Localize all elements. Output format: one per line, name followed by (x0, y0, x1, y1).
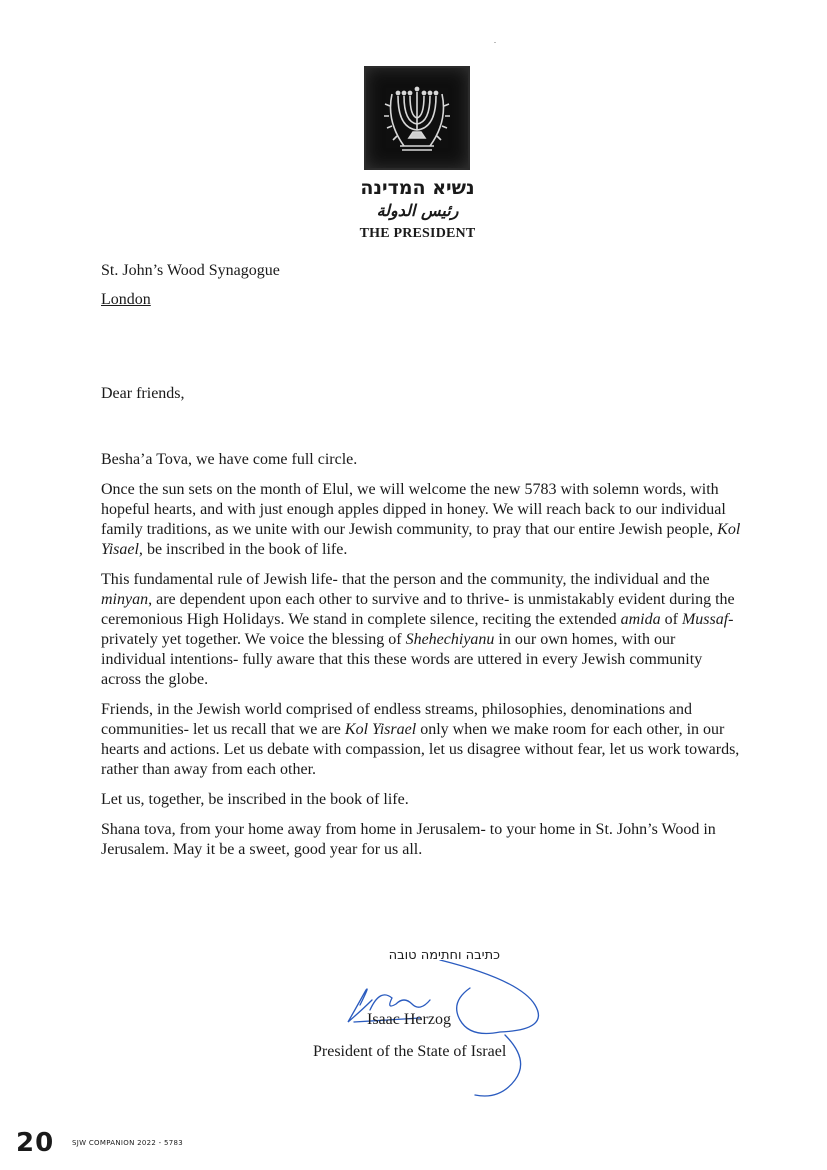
text-run: Besha’a Tova, we have come full circle. (101, 451, 358, 468)
italic-text: Mussaf (681, 611, 729, 628)
italic-text: minyan (101, 591, 149, 608)
letter-body (101, 450, 741, 870)
text-run: Friends, in the Jewish world comprised of endless streams, philosophies, denominations and communities- let us recall that we are (101, 701, 693, 738)
menorah-emblem-icon (364, 66, 470, 170)
text-run: only when we make room for each other, in our hearts and actions. Let us debate with compassion, let us disagree without fear, let us work towards, rather than away from each other. (101, 721, 740, 778)
salutation: Dear friends, (101, 385, 185, 402)
italic-text: Shehechiyanu (405, 631, 495, 648)
text-run: - privately yet together. We voice the blessing of (101, 611, 734, 648)
italic-text: , Kol Yisael, (101, 521, 741, 558)
page-number: 20 (16, 1128, 55, 1158)
body-paragraph (101, 790, 741, 810)
body-paragraph (101, 450, 741, 470)
handwritten-signature-icon (300, 960, 560, 1110)
recipient-city: London (101, 291, 151, 308)
english-title: THE PRESIDENT (359, 226, 476, 241)
hebrew-title: נשיא המדינה (360, 177, 475, 199)
text-run: of (660, 611, 682, 628)
text-run: , are dependent upon each other to survive and to thrive- is unmistakably evident during the ceremonious High Holidays. We stand in complete silence, reciting the extended (101, 591, 735, 628)
text-run: in our own homes, with our individual intentions- fully aware that this these words are uttered in every Jewish community across the globe. (101, 631, 703, 688)
italic-text: amida (620, 611, 661, 628)
arabic-title: رئيس الدولة (376, 201, 459, 220)
hebrew-greeting: כתיבה וחתימה טובה (388, 948, 500, 963)
body-paragraph (101, 480, 741, 560)
body-paragraph (101, 570, 741, 690)
recipient-name: St. John’s Wood Synagogue (101, 262, 280, 279)
publication-label: SJW COMPANION 2022 - 5783 (72, 1139, 184, 1147)
text-run: be inscribed in the book of life. (142, 541, 348, 558)
italic-text: Kol Yisrael (344, 721, 417, 738)
text-run: This fundamental rule of Jewish life- that the person and the community, the individual and the (101, 571, 710, 588)
signer-title: President of the State of Israel (313, 1043, 507, 1060)
body-paragraph (101, 700, 741, 780)
text-run: Once the sun sets on the month of Elul, we will welcome the new 5783 with solemn words, with hopeful hearts, and with just enough apples dipped in honey. We will reach back to our individual family traditions, as we unite with our Jewish community, to pray that our entire Jewish people (101, 481, 726, 538)
text-run: Shana tova, from your home away from home in Jerusalem- to your home in St. John’s Wood in Jerusalem. May it be a sweet, good year for us all. (101, 821, 716, 858)
scan-speck (494, 42, 496, 43)
text-run: Let us, together, be inscribed in the book of life. (101, 791, 409, 808)
signer-name: Isaac Herzog (367, 1011, 451, 1028)
body-paragraph (101, 820, 741, 860)
